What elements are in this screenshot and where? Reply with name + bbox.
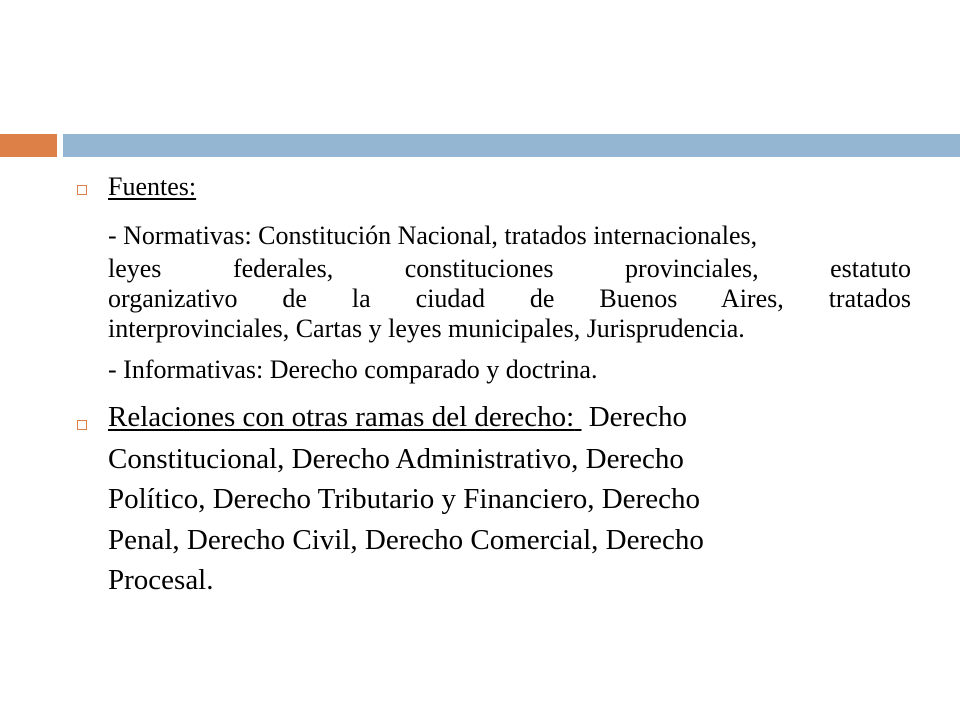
informativas-line: - Informativas: Derecho comparado y doctrina. [108,355,598,384]
relaciones-line-2: Constitucional, Derecho Administrativo, Derecho [108,443,684,475]
bullet-square-icon [77,185,87,195]
fuentes-heading: Fuentes: [108,172,197,201]
relaciones-line-5: Procesal. [108,564,214,596]
accent-bar-orange [0,134,57,157]
relaciones-first-line [108,401,687,434]
bullet-square-icon [77,420,87,430]
relaciones-heading: Relaciones con otras ramas del derecho: [108,401,575,433]
normativas-line-4: interprovinciales, Cartas y leyes municipales, Jurisprudencia. [108,314,745,343]
relaciones-line-4: Penal, Derecho Civil, Derecho Comercial, Derecho [108,524,704,556]
normativas-line-3: organizativo de la ciudad de Buenos Aires, tratados [108,284,911,313]
normativas-line-2: leyes federales, constituciones provinciales, estatuto [108,254,911,283]
relaciones-first-line-rest: Derecho [588,401,687,433]
normativas-line-1: - Normativas: Constitución Nacional, tratados internacionales, [108,221,758,250]
accent-bar-blue [63,134,960,157]
relaciones-line-3: Político, Derecho Tributario y Financiero, Derecho [108,483,700,515]
